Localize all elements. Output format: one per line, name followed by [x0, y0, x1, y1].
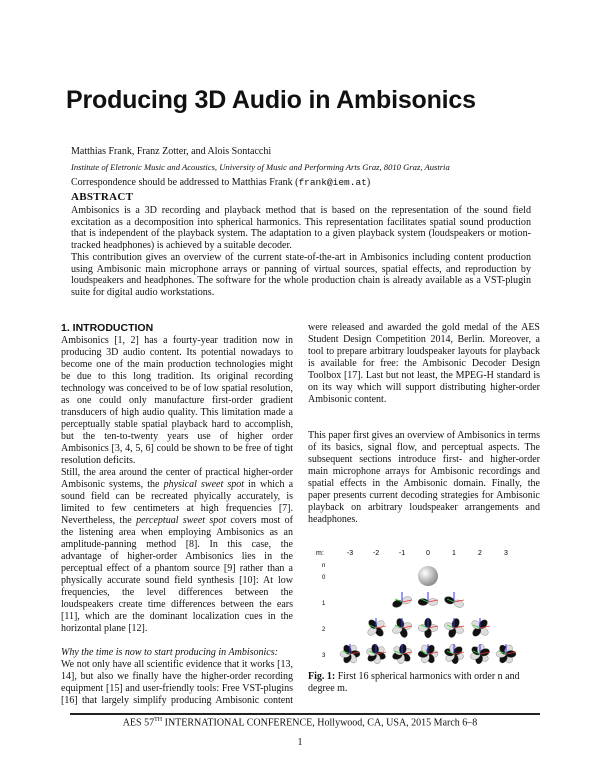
m-axis-label: m: — [316, 550, 324, 557]
footer-rule — [70, 713, 540, 715]
n-axis-label: n — [322, 563, 326, 569]
abstract-paragraph: This contribution gives an overview of the current state-of-the-art in Ambisonics including content production using Ambisonic main microphone arrays or panning of virtual sources, spatial effects, and reproduction by loudspeakers and headphones. The software for the whole production chain is already available as a VST-plugin suite for digital audio workstations. — [71, 251, 531, 298]
authors: Matthias Frank, Franz Zotter, and Alois Sontacchi — [71, 146, 272, 157]
page-number: 1 — [297, 737, 303, 748]
paragraph: Ambisonics [1, 2] has a fourty-year tradition now in producing 3D audio content. Its potential nowadays to become one of the main production technologies might be due to this long tradition. Its original recording technology was conceived to be of low spatial resolution, as one could only manufacture first-order gradient transducers of high audio quality. This limitation made a perceptually stable spatial playback hard to accomplish, but the ten-to-twenty years use of higher order Ambisonics [3, 4, 5, 6] could be shown to be free of tight resolution deficits. — [61, 335, 293, 466]
caption-label: Fig. 1: — [308, 671, 336, 682]
n-tick-label: 3 — [322, 653, 326, 659]
m-tick-label: 1 — [452, 550, 456, 557]
figure-caption — [308, 671, 540, 695]
emphasis: perceptual sweet spot — [136, 515, 227, 526]
abstract-heading: ABSTRACT — [71, 191, 134, 203]
text: Still, the area around the center of practical higher-order Ambisonic systems, the — [61, 467, 293, 490]
m-tick-label: 2 — [478, 550, 482, 557]
text: covers most of the listening area when employing Ambisonics as an amplitude-panning method [8]. In this case, the advantage of higher-order Ambisonics lies in the perceptual effect of a phantom source [9] rather than a physically accurate sound field synthesis [10]: At low frequencies, the level differences between the loudspeakers create time differences between the ears [11], which are the dominant localization cues in the horizontal plane [12]. — [61, 515, 293, 634]
paragraph — [61, 467, 293, 635]
harmonic-sphere — [418, 566, 438, 586]
paper-title: Producing 3D Audio in Ambisonics — [66, 86, 476, 114]
figure-spherical-harmonics — [308, 536, 538, 671]
m-tick-label: -3 — [346, 550, 354, 557]
m-tick-label: 0 — [426, 550, 430, 557]
correspondence-prefix: Correspondence should be addressed to Matthias Frank ( — [71, 177, 299, 188]
n-tick-label: 0 — [322, 575, 326, 581]
footer-text: INTERNATIONAL CONFERENCE, Hollywood, CA, USA, 2015 March 6–8 — [162, 717, 478, 729]
text: in which a sound field can be recreated phyically accurately, is limited to few centimeters at high frequencies [7]. Nevertheless, the — [61, 479, 294, 526]
spherical-harmonics-plot — [308, 536, 538, 671]
footer-sup: TH — [154, 717, 163, 723]
paragraph: This paper first gives an overview of Ambisonics in terms of its basics, signal flow, and perceptual aspects. The subsequent sections introduce first- and higher-order main microphone arrays for Ambisonic recordings and spatial effects in the Ambisonic domain. Finally, the paper presents current decoding strategies for Ambisonic playback on arbitrary loudspeaker arrangements and headphones. — [308, 430, 540, 525]
figure-block — [308, 526, 540, 695]
footer — [0, 717, 600, 728]
correspondence — [71, 177, 370, 188]
run-in-heading: Why the time is now to start producing in Ambisonics: — [61, 647, 278, 658]
n-tick-label: 1 — [322, 601, 326, 607]
affiliation: Institute of Eletronic Music and Acoustics, University of Music and Performing Arts Graz, 8010 Graz, Austria — [71, 162, 450, 172]
emphasis: physical sweet spot — [163, 479, 245, 490]
n-tick-label: 2 — [322, 627, 326, 633]
m-tick-label: 3 — [504, 550, 508, 557]
abstract — [71, 205, 531, 299]
m-tick-label: -1 — [398, 550, 406, 557]
correspondence-suffix: ) — [366, 177, 371, 188]
m-tick-label: -2 — [372, 550, 380, 557]
abstract-paragraph: Ambisonics is a 3D recording and playback method that is based on the representation of the sound field excitation as a decomposition into spherical harmonics. This representation facilitates spatial sound production that is independent of the playback system. The adaptation to a given playback system (loudspeakers or motion-tracked headphones) is achieved by a suitable decoder. — [71, 205, 531, 252]
footer-text: AES 57 — [122, 717, 155, 729]
email-link[interactable]: frank@iem.at — [298, 177, 367, 188]
text: We not only have all scientific evidence that it works [13, 14], but also we finally have the higher-order recording equipment [15] and user-friendly tools: Free VST-plugins [16] that largely simplify producing Ambisonic content were released and awarded the gold medal of the AES Student Design Competition 2014, Berlin. Moreover, a tool to prepare arbitrary loudspeaker layouts for playback is available for free: the Ambisonic Decoder Design Toolbox [17]. Last but not least, the MPEG-H standard is on its way which will support distributing higher-order Ambisonic content. — [61, 322, 540, 706]
two-column-body — [61, 322, 540, 710]
caption-text: First 16 spherical harmonics with order n and degree m. — [308, 671, 520, 694]
section-heading: 1. INTRODUCTION — [61, 322, 154, 334]
